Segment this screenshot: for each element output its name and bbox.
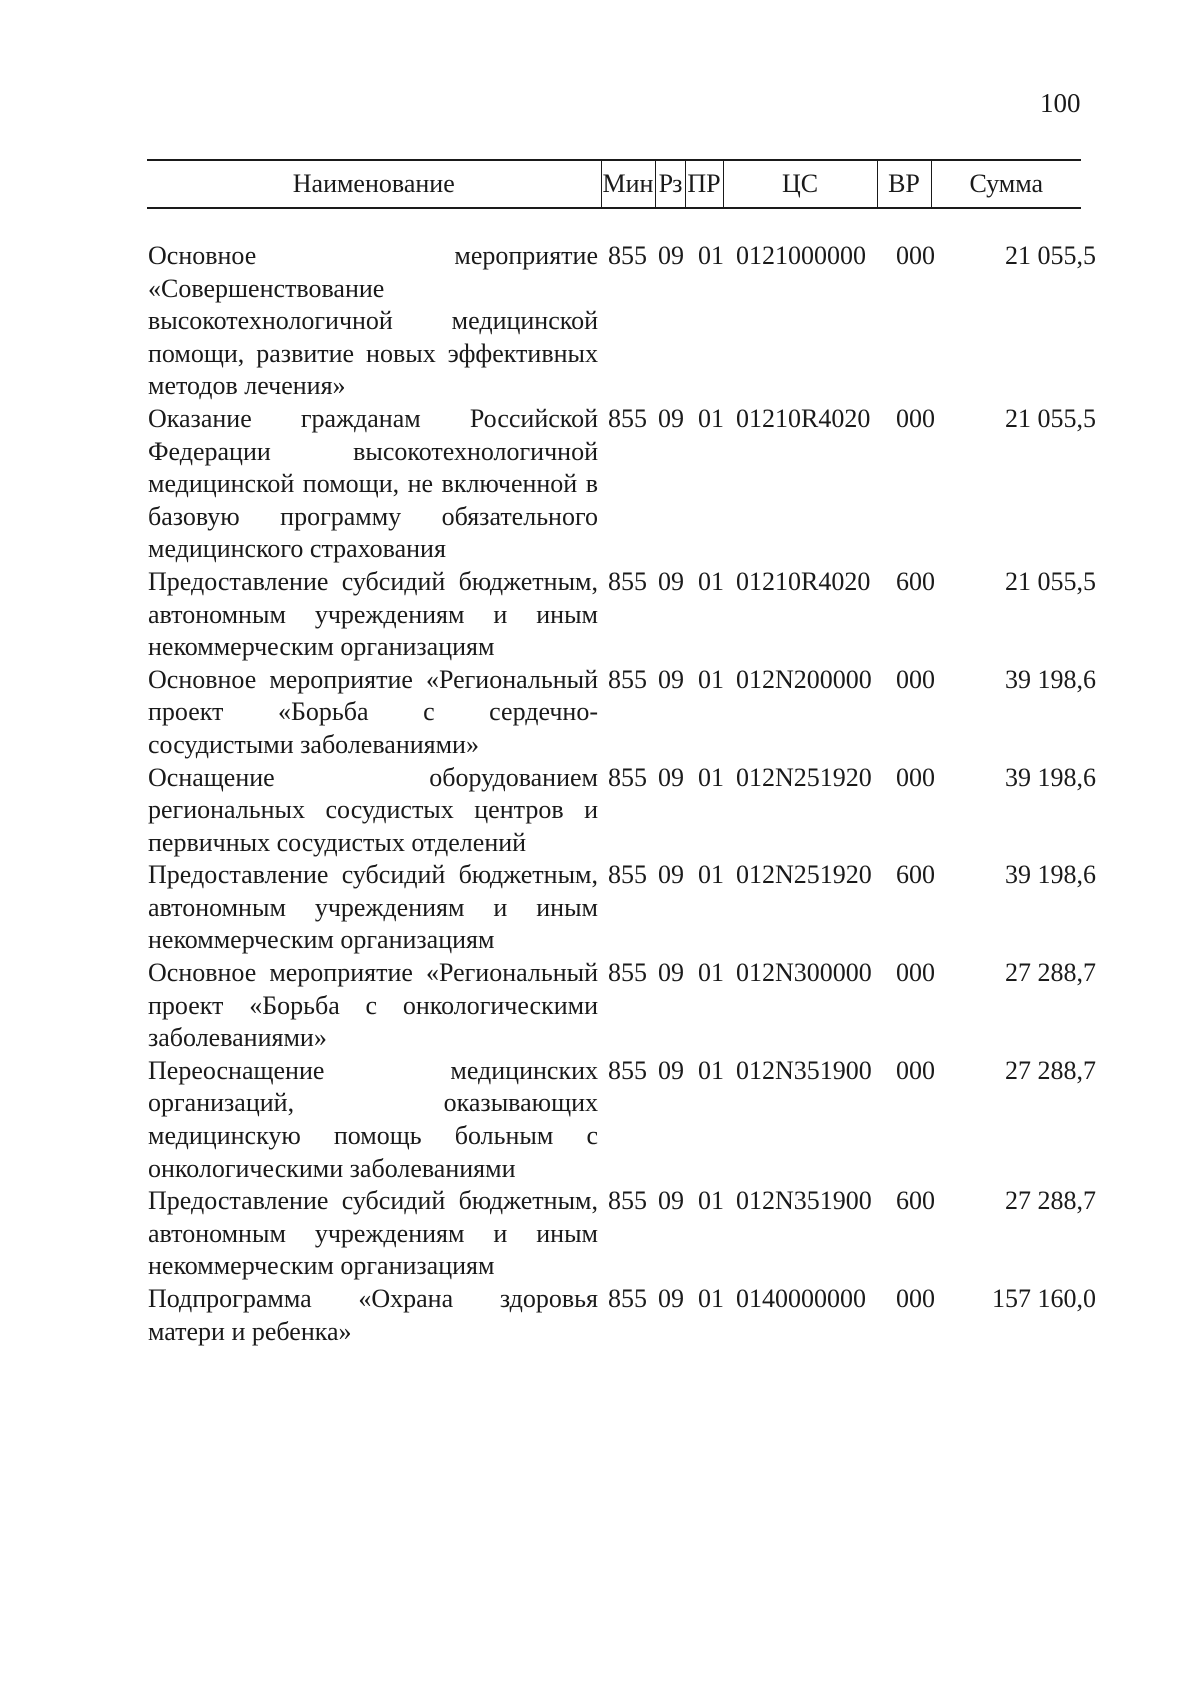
- row-name: Предоставление субсидий бюджетным, автономным учреждениям и иным некоммерческим организациям: [148, 566, 598, 662]
- row-pr: 01: [698, 1055, 724, 1085]
- row-pr: 01: [698, 566, 724, 596]
- row-codes: [598, 1283, 1096, 1316]
- row-cs: 012N200000: [736, 664, 872, 694]
- row-pr: 01: [698, 860, 724, 890]
- row-cs: 012N351900: [736, 1055, 872, 1085]
- row-vr: 000: [896, 958, 935, 988]
- row-min: 855: [608, 403, 647, 433]
- row-vr: 000: [896, 664, 935, 694]
- row-pr: 01: [698, 403, 724, 433]
- table-row: [148, 1185, 1098, 1283]
- row-codes: [598, 1055, 1096, 1088]
- row-min: 855: [608, 566, 647, 596]
- row-codes: [598, 240, 1096, 273]
- table-row: [148, 1055, 1098, 1185]
- row-name: Предоставление субсидий бюджетным, автономным учреждениям и иным некоммерческим организациям: [148, 860, 598, 955]
- row-codes: [598, 762, 1096, 795]
- row-sum: 21 055,5: [1005, 566, 1096, 596]
- row-vr: 000: [896, 1284, 935, 1313]
- row-rz: 09: [658, 241, 684, 270]
- row-rz: 09: [658, 566, 684, 596]
- row-cs: 0121000000: [736, 241, 866, 270]
- header-sum: Сумма: [931, 160, 1081, 208]
- row-name: Предоставление субсидий бюджетным, автономным учреждениям и иным некоммерческим организациям: [148, 1186, 598, 1281]
- row-vr: 600: [896, 860, 935, 890]
- row-min: 855: [608, 958, 647, 988]
- row-sum: 21 055,5: [1005, 403, 1096, 433]
- header-min: Мин: [601, 160, 655, 208]
- row-min: 855: [608, 241, 647, 270]
- row-codes: [598, 566, 1096, 599]
- table-body: [148, 240, 1098, 1348]
- row-pr: 01: [698, 1186, 724, 1216]
- table-row: [148, 859, 1098, 957]
- row-cs: 01210R4020: [736, 403, 871, 433]
- row-pr: 01: [698, 958, 724, 988]
- row-cs: 0140000000: [736, 1284, 866, 1313]
- row-sum: 157 160,0: [992, 1284, 1096, 1313]
- row-min: 855: [608, 762, 647, 792]
- row-vr: 000: [896, 241, 935, 270]
- row-cs: 012N351900: [736, 1186, 872, 1216]
- row-min: 855: [608, 1055, 647, 1085]
- row-cs: 012N251920: [736, 762, 872, 792]
- row-codes: [598, 957, 1096, 990]
- row-sum: 27 288,7: [1005, 1055, 1096, 1085]
- table-row: [148, 664, 1098, 762]
- row-sum: 39 198,6: [1005, 664, 1096, 694]
- row-pr: 01: [698, 664, 724, 694]
- table-row: [148, 1283, 1098, 1348]
- row-name: Оказание гражданам Российской Федерации высокотехнологичной медицинской помощи, не включенной в базовую программу обязательного медицинского страхования: [148, 403, 598, 564]
- row-min: 855: [608, 664, 647, 694]
- row-sum: 39 198,6: [1005, 762, 1096, 792]
- row-name: Основное мероприятие «Региональный проект «Борьба с сердечно-сосудистыми заболеваниями»: [148, 664, 598, 759]
- row-rz: 09: [658, 860, 684, 890]
- row-name: Подпрограмма «Охрана здоровья матери и ребенка»: [148, 1284, 598, 1346]
- row-rz: 09: [658, 762, 684, 792]
- row-cs: 012N251920: [736, 860, 872, 890]
- row-codes: [598, 664, 1096, 697]
- table-row: [148, 240, 1098, 403]
- row-name: Оснащение оборудованием региональных сосудистых центров и первичных сосудистых отделений: [148, 762, 598, 857]
- row-codes: [598, 859, 1096, 892]
- row-rz: 09: [658, 1055, 684, 1085]
- row-vr: 000: [896, 403, 935, 433]
- row-min: 855: [608, 1284, 647, 1313]
- row-cs: 01210R4020: [736, 566, 871, 596]
- table-row: [148, 566, 1098, 664]
- page-number: 100: [1040, 88, 1081, 118]
- row-rz: 09: [658, 958, 684, 988]
- row-pr: 01: [698, 1284, 724, 1313]
- table-header: [147, 159, 1081, 209]
- header-name: Наименование: [147, 160, 601, 208]
- header-pr: ПР: [685, 160, 723, 208]
- table-row: [148, 403, 1098, 566]
- table-row: [148, 957, 1098, 1055]
- row-rz: 09: [658, 1186, 684, 1216]
- row-pr: 01: [698, 762, 724, 792]
- row-name: Основное мероприятие «Совершенствование высокотехнологичной медицинской помощи, развитие новых эффективных методов лечения»: [148, 241, 598, 401]
- row-vr: 600: [896, 1186, 935, 1216]
- row-sum: 21 055,5: [1005, 241, 1096, 270]
- row-name: Переоснащение медицинских организаций, оказывающих медицинскую помощь больным с онкологическими заболеваниями: [148, 1055, 598, 1183]
- row-pr: 01: [698, 241, 724, 270]
- row-min: 855: [608, 1186, 647, 1216]
- row-min: 855: [608, 860, 647, 890]
- row-sum: 27 288,7: [1005, 1186, 1096, 1216]
- row-rz: 09: [658, 664, 684, 694]
- header-rz: Рз: [655, 160, 685, 208]
- row-sum: 27 288,7: [1005, 958, 1096, 988]
- table-row: [148, 762, 1098, 860]
- row-rz: 09: [658, 1284, 684, 1313]
- row-codes: [598, 1185, 1096, 1218]
- header-cs: ЦС: [723, 160, 877, 208]
- row-rz: 09: [658, 403, 684, 433]
- row-sum: 39 198,6: [1005, 860, 1096, 890]
- row-codes: [598, 403, 1096, 436]
- header-vr: ВР: [877, 160, 931, 208]
- row-vr: 000: [896, 1055, 935, 1085]
- row-name: Основное мероприятие «Региональный проект «Борьба с онкологическими заболеваниями»: [148, 958, 598, 1053]
- row-vr: 600: [896, 566, 935, 596]
- row-vr: 000: [896, 762, 935, 792]
- row-cs: 012N300000: [736, 958, 872, 988]
